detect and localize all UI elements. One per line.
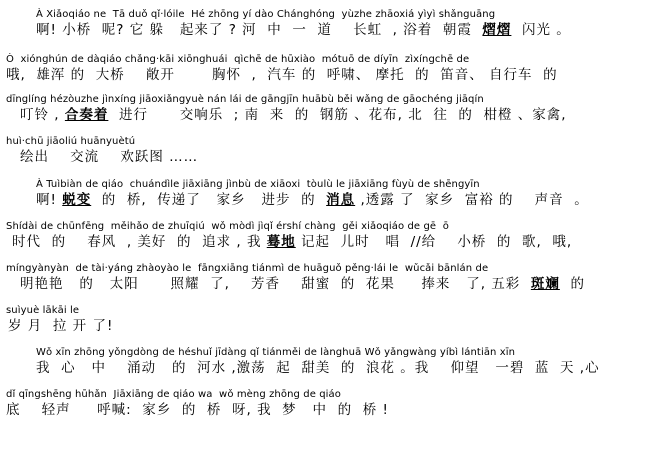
text-segment: 哦, 雄浑 的 大桥 敞开 胸怀 , 汽车 的 呼啸、 摩托 的 笛音、 自行车 的	[6, 67, 558, 83]
chinese-line	[0, 107, 651, 124]
text-segment: 进行 交响乐 ; 南 来 的 钢筋 、花布, 北 往 的 柑橙 、家禽,	[108, 107, 567, 123]
chinese-line	[0, 360, 651, 377]
text-segment: suìyuè lākāi le	[6, 305, 80, 316]
highlighted-word: 合奏着	[64, 107, 109, 123]
text-segment: Wǒ xīn zhōng yǒngdòng de héshuǐ jīdàng qǐ tiánměi de lànghuā Wǒ yǎngwàng yíbì lántiān xīn	[36, 347, 516, 358]
chinese-line	[0, 22, 651, 39]
text-segment: 啊!	[36, 192, 63, 208]
chinese-line	[0, 67, 651, 84]
pinyin-line	[0, 262, 651, 275]
highlighted-word: 熠熠	[482, 22, 512, 38]
pinyin-line	[0, 220, 651, 233]
text-segment: 的 桥, 传递了 家乡 进步 的	[91, 192, 327, 208]
text-segment: dǐ qīngshēng hūhǎn Jiāxiāng de qiáo wa wǒ mèng zhōng de qiáo	[6, 389, 342, 400]
pinyin-line	[0, 178, 651, 191]
text-segment: 绘出 交流 欢跃图 ……	[20, 149, 199, 165]
text-segment: dīnglíng hézòuzhe jìnxíng jiāoxiǎngyuè nán lái de gāngjīn huābù běi wǎng de gāochéng jiāqín	[6, 94, 484, 105]
text-segment: 时代 的 春风 , 美好 的 追求 , 我	[12, 234, 267, 250]
chinese-line	[0, 192, 651, 209]
pinyin-line	[0, 8, 651, 21]
text-segment: 我 心 中 涌动 的 河水 ,激荡 起 甜美 的 浪花 。我 仰望 一碧 蓝 天 ,心	[36, 360, 600, 376]
pinyin-line	[0, 346, 651, 359]
chinese-line	[0, 318, 651, 335]
text-segment: 叮铃 ,	[20, 107, 65, 123]
highlighted-word: 斑斓	[530, 276, 560, 292]
chinese-line	[0, 402, 651, 419]
pinyin-line	[0, 53, 651, 66]
text-segment: Shídài de chūnfēng měihǎo de zhuīqiú wǒ mòdì jìqǐ érshí chàng gěi xiǎoqiáo de gē ō	[6, 221, 449, 232]
text-segment: 闪光 。	[511, 22, 571, 38]
text-segment: À Xiǎoqiáo ne Tā duǒ qǐ·lóile Hé zhōng yí dào Chánghóng yùzhe zhāoxiá yìyì shǎnguāng	[36, 9, 496, 20]
highlighted-word: 蓦地	[266, 234, 296, 250]
text-segment: À Tuìbiàn de qiáo chuándìle jiāxiāng jìnbù de xiāoxi tòulù le jiāxiāng fùyù de shēngyīn	[36, 179, 480, 190]
text-segment: míngyànyàn de tài·yáng zhàoyào le fāngxiāng tiánmì de huāguǒ pěng·lái le wǔcǎi bānlán de	[6, 263, 489, 274]
text-segment: ,透露 了 家乡 富裕 的 声音 。	[355, 192, 589, 208]
text-segment: huì·chū jiāoliú huānyuètú	[6, 136, 136, 147]
text-segment: 啊! 小桥 呢? 它 躲 起来了 ? 河 中 一 道 长虹 , 浴着 朝霞	[36, 22, 483, 38]
pinyin-line	[0, 93, 651, 106]
highlighted-word: 消息	[326, 192, 356, 208]
pinyin-line	[0, 388, 651, 401]
pinyin-line	[0, 135, 651, 148]
text-segment: 的	[559, 276, 585, 292]
pinyin-line	[0, 304, 651, 317]
chinese-line	[0, 276, 651, 293]
chinese-line	[0, 149, 651, 166]
highlighted-word: 蜕变	[62, 192, 92, 208]
text-segment: Ò xiónghún de dàqiáo chǎng·kāi xiōnghuái qìchē de hūxiào mótuō de díyīn zìxíngchē de	[6, 54, 470, 65]
text-segment: 岁 月 拉 开 了!	[8, 318, 114, 334]
chinese-line	[0, 234, 651, 251]
text-segment: 明艳艳 的 太阳 照耀 了, 芳香 甜蜜 的 花果 捧来 了, 五彩	[20, 276, 531, 292]
text-segment: 底 轻声 呼喊: 家乡 的 桥 呀, 我 梦 中 的 桥 !	[6, 402, 389, 418]
text-segment: 记起 儿时 唱 //给 小桥 的 歌, 哦,	[295, 234, 573, 250]
